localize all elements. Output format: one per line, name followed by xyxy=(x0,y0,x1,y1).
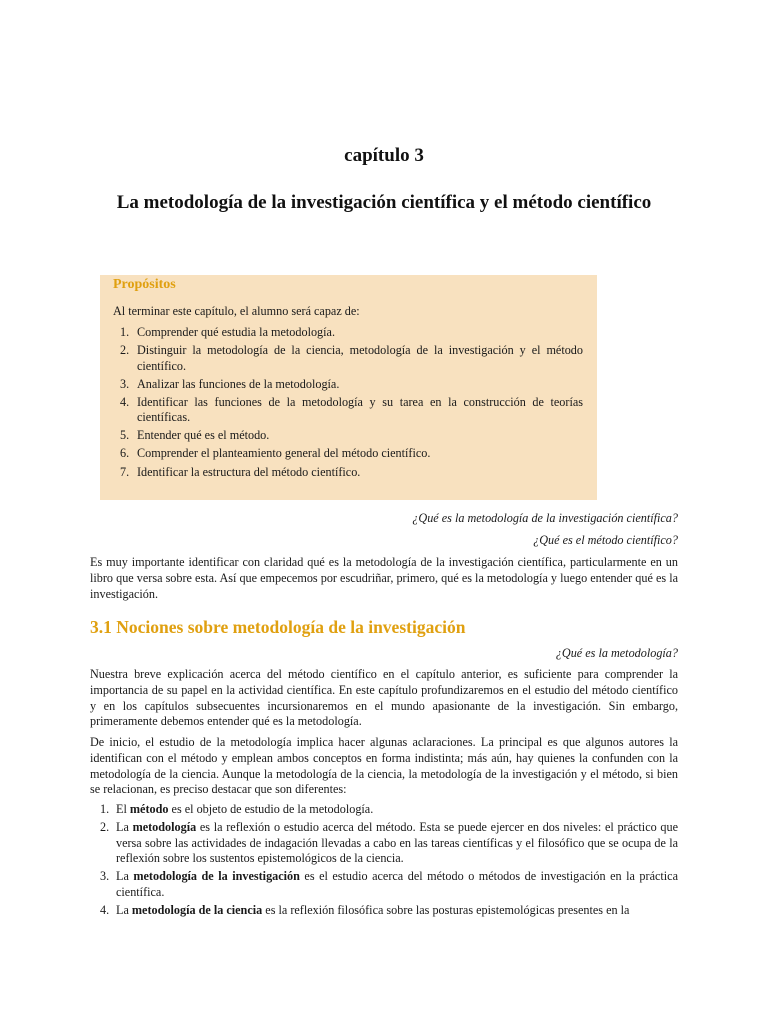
definition-item xyxy=(90,869,678,901)
purpose-item xyxy=(113,377,583,393)
definitions-list xyxy=(90,802,678,921)
definition-prefix: La xyxy=(116,819,133,834)
purpose-item xyxy=(113,465,583,481)
definition-prefix: La xyxy=(116,869,134,884)
purpose-item xyxy=(113,343,583,374)
guiding-question: ¿Qué es el método científico? xyxy=(533,533,678,547)
definition-item xyxy=(90,903,678,919)
definition-term: metodología de la ciencia xyxy=(131,902,263,917)
definition-text: es el objeto de estudio de la metodología. xyxy=(168,802,374,816)
purposes-intro: Al terminar este capítulo, el alumno será capaz de: xyxy=(113,304,360,318)
definition-item-number: 3. xyxy=(100,869,110,884)
body-paragraph: Nuestra breve explicación acerca del método científico en el capítulo anterior, es suficiente para comprender la importancia de su papel en la actividad científica. En este capítulo profundizaremos en el estudio del método científico y en los capítulos subsecuentes incursionaremos en el mundo apasionante de la investigación. Sin embargo, primeramente debemos entender qué es la metodología. xyxy=(90,667,678,729)
definition-text: es la reflexión filosófica sobre las posturas epistemológicas presentes en la xyxy=(262,902,630,917)
purpose-item-number: 2. xyxy=(120,343,130,358)
definition-text: es la reflexión o estudio acerca del método. Esta se puede ejercer en dos niveles: el práctico que versa sobre las actividades de indagación llevadas a cabo en las tareas científicas y el filosófico que se ocupa de la reflexión sobre los sustentos epistemológicos de la ciencia. xyxy=(116,819,678,866)
purpose-item-text: Comprender qué estudia la metodología. xyxy=(137,325,335,339)
guiding-question: ¿Qué es la metodología de la investigación científica? xyxy=(412,511,678,525)
definition-prefix: La xyxy=(116,902,132,917)
purposes-box xyxy=(100,275,597,500)
purpose-item-text: Identificar la estructura del método científico. xyxy=(137,464,361,479)
chapter-label: capítulo 3 xyxy=(344,145,424,166)
purpose-item-number: 7. xyxy=(120,464,130,479)
purpose-item-number: 3. xyxy=(120,376,130,391)
purpose-item-number: 1. xyxy=(120,325,130,339)
definition-item-number: 1. xyxy=(100,802,110,816)
purposes-heading: Propósitos xyxy=(113,277,176,292)
definition-item-number: 4. xyxy=(100,902,110,917)
definition-term: método xyxy=(129,802,169,816)
section-heading: 3.1 Nociones sobre metodología de la investigación xyxy=(90,617,466,637)
purpose-item-number: 5. xyxy=(120,428,130,443)
definition-text: es el estudio acerca del método o métodos de investigación en la práctica científica. xyxy=(116,869,678,899)
purpose-item-number: 6. xyxy=(120,446,130,461)
purpose-item-text: Analizar las funciones de la metodología. xyxy=(137,376,340,391)
definition-prefix: El xyxy=(116,802,130,816)
purpose-item-number: 4. xyxy=(120,394,130,409)
purpose-item-text: Entender qué es el método. xyxy=(137,428,270,443)
intro-paragraph: Es muy importante identificar con claridad qué es la metodología de la investigación científica, particularmente en un libro que versa sobre esta. Así que empecemos por escudriñar, primero, qué es la metodología y luego entender qué es la investigación. xyxy=(90,555,678,601)
purpose-item-text: Identificar las funciones de la metodología y su tarea en la construcción de teorías científicas. xyxy=(137,394,583,425)
definition-item xyxy=(90,802,678,818)
chapter-title: La metodología de la investigación científica y el método científico xyxy=(116,192,652,213)
body-paragraph: De inicio, el estudio de la metodología implica hacer algunas aclaraciones. La principal es que algunos autores la identifican con el método y emplean ambos conceptos en forma indistinta; más aún, hay quienes la confunden con la metodología de la ciencia. Aunque la metodología de la ciencia, la metodología de la investigación y el método, si bien se relacionan, es preciso destacar que son diferentes: xyxy=(90,735,678,797)
purpose-item-text: Distinguir la metodología de la ciencia, metodología de la investigación y el método científico. xyxy=(137,343,583,373)
purpose-item xyxy=(113,395,583,426)
purpose-item xyxy=(113,325,583,341)
purpose-item xyxy=(113,446,583,462)
purpose-item xyxy=(113,428,583,444)
definition-item-number: 2. xyxy=(100,819,110,834)
purposes-list xyxy=(113,325,583,483)
definition-item xyxy=(90,820,678,867)
purpose-item-text: Comprender el planteamiento general del método científico. xyxy=(137,446,431,461)
definition-term: metodología de la investigación xyxy=(133,869,300,884)
guiding-question: ¿Qué es la metodología? xyxy=(555,646,678,660)
definition-term: metodología xyxy=(132,819,197,834)
